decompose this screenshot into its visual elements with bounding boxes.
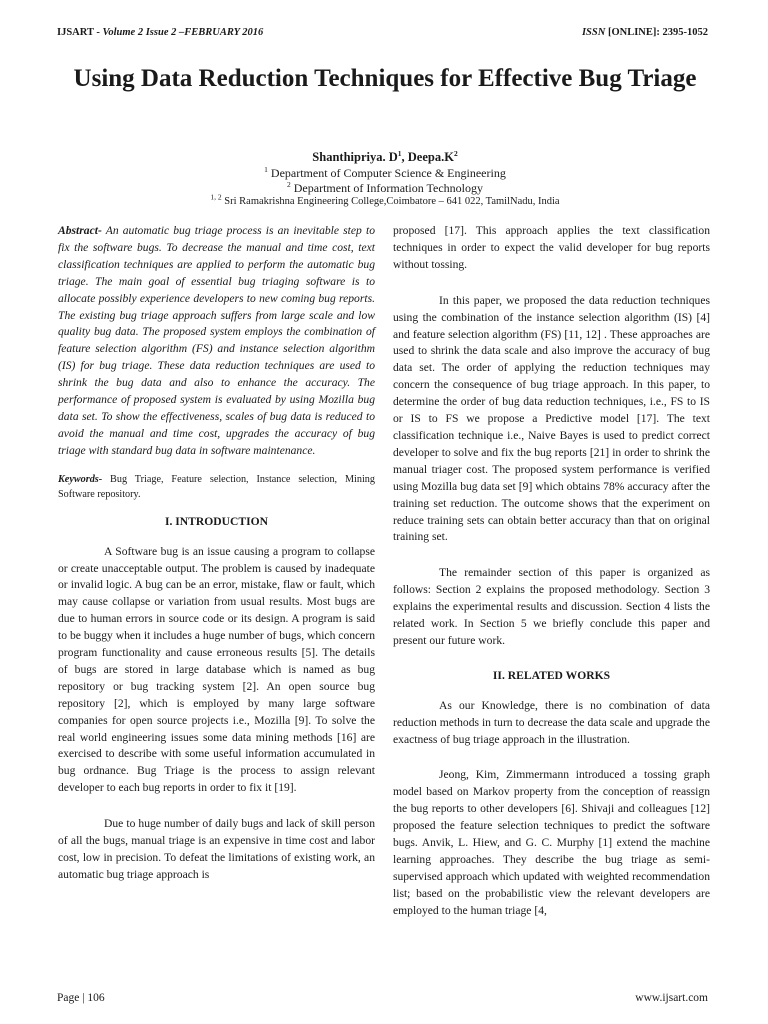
author-name: Shanthipriya. D xyxy=(312,150,398,164)
body-paragraph: A Software bug is an issue causing a program to collapse or create unacceptable output. The problem is caused by inadequate or invalid logic. A bug can be an error, mistake, flaw or fault, which may cause collapse or variation from usual results. Most bugs are due to human errors in source code or its design. A program is said to be buggy when it includes a huge number of bugs, which concern program functionality and cause erroneous results [5]. The details of bugs are stored in large database which is named as bug repository or bug tracking system [2]. An open source bug repository [2], which is employed by many large software companies for open source projects i.e., Mozilla [9]. To solve the real world engineering issues some data mining methods [16] are exercised to describe with some useful information accumulated in bug ordnance. Bug Triage is the process to assign relevant developer to each bug reports in order to fix it [19]. xyxy=(58,544,375,795)
running-header-journal xyxy=(57,27,263,38)
body-paragraph: proposed [17]. This approach applies the text classification techniques in order to expect the valid developer for bug reports without tossing. xyxy=(393,224,710,271)
body-paragraph: The remainder section of this paper is organized as follows: Section 2 explains the proposed methodology. Section 3 explains the experimental results and discussion. Section 4 lists the related work. In Section 5 we briefly conclude this paper and present our future work. xyxy=(393,566,710,647)
author-affil-mark: 1 xyxy=(397,148,402,158)
affil-text: Sri Ramakrishna Engineering College,Coimbatore – 641 022, TamilNadu, India xyxy=(221,196,560,207)
running-header-issn xyxy=(582,27,708,38)
affil-mark: 1, 2 xyxy=(210,192,222,202)
affil-text: Department of Information Technology xyxy=(290,181,483,195)
abstract-text: An automatic bug triage process is an inevitable step to fix the software bugs. To decrease the manual and time cost, text classification techniques are applied to perform the automatic bug triage. The main goal of essential bug triaging software is to allocate possibly experience developers to new coming bug reports. The existing bug triage approach suffers from large scale and low quality bug data. The proposed system employs the combination of feature selection algorithm (FS) and instance selection algorithm (IS) for bug triage. These data reduction techniques are used to shrink the bug data and also to enhance the accuracy. The performance of proposed system is evaluated by using Mozilla bug data set. To show the effectiveness, scales of bug data is reduced to avoid the manual and time cost, upgrades the accuracy of bug triage with standard bug data in software maintenance. xyxy=(58,224,375,457)
section-heading-related-works: II. RELATED WORKS xyxy=(492,668,611,682)
affil-mark: 1 xyxy=(264,165,268,174)
body-paragraph: In this paper, we proposed the data reduction techniques using the combination of the instance selection algorithm (IS) [4] and feature selection algorithm (FS) [11, 12] . These approaches are used to shrink the data scale and also improve the accuracy of bug data set. The order of applying the reduction techniques may concern the consequence of bug triage approach. In this paper, to determine the order of bug data reduction techniques, i.e., FS to IS or IS to FS we propose a Predictive model [17]. The text classification technique i.e., Naive Bayes is used to predict correct developer to solve and fix the bug reports [21] in order to shrink the manual triager cost. The proposed system performance is verified using Mozilla bug data set [9] which obtains 78% accuracy after the training set reduction. The outcome shows that the experiment on reduce training sets can obtain better accuracy than that on original training set. xyxy=(393,293,710,544)
affiliation-1 xyxy=(60,166,710,181)
abstract xyxy=(58,223,375,460)
issn-value: [ONLINE]: 2395-1052 xyxy=(605,27,708,38)
affil-mark: 2 xyxy=(287,180,291,189)
body-paragraph: Jeong, Kim, Zimmermann introduced a tossing graph model based on Markov property from the conception of reassign the bug reports to other developers [6]. Shivaji and colleagues [12] proposed the feature selection techniques to predict the software bugs. Anvik, L. Hiew, and G. C. Murphy [1] extend the machine learning approaches. They describe the bug triage as semi-supervised approach which updated with weighted recommendation list; based on the probabilistic view the relevant developers are employed to the human triage [4, xyxy=(393,768,710,917)
left-column xyxy=(58,223,375,884)
author-separator: , xyxy=(401,150,408,164)
author-name: Deepa.K xyxy=(407,150,454,164)
paper-title: Using Data Reduction Techniques for Effective Bug Triage xyxy=(73,65,697,92)
section-heading-introduction: I. INTRODUCTION xyxy=(164,514,269,528)
page-number: Page | 106 xyxy=(57,992,105,1004)
affil-text: Department of Computer Science & Engineering xyxy=(267,166,506,180)
volume-issue: Volume 2 Issue 2 –FEBRUARY 2016 xyxy=(102,27,264,38)
journal-website: www.ijsart.com xyxy=(635,992,708,1004)
affiliation-2 xyxy=(60,181,710,196)
journal-abbrev: IJSART - xyxy=(57,27,103,38)
keywords-label: Keywords- xyxy=(58,473,103,485)
abstract-label: Abstract- xyxy=(58,224,102,237)
author-affil-mark: 2 xyxy=(453,148,458,158)
keywords xyxy=(58,472,375,502)
keywords-text: Bug Triage, Feature selection, Instance selection, Mining Software repository. xyxy=(58,473,375,500)
affiliation-3 xyxy=(60,192,710,207)
body-paragraph: As our Knowledge, there is no combination of data reduction methods in turn to decrease the data scale and upgrade the exactness of bug triage approach in the illustration. xyxy=(393,698,710,746)
author-line xyxy=(60,150,710,165)
body-paragraph: Due to huge number of daily bugs and lack of skill person of all the bugs, manual triage is an expensive in time cost and labor cost, low in precision. To defeat the limitations of existing work, an automatic bug triage approach is xyxy=(58,817,375,881)
right-column xyxy=(393,223,710,920)
issn-label: ISSN xyxy=(581,27,606,38)
